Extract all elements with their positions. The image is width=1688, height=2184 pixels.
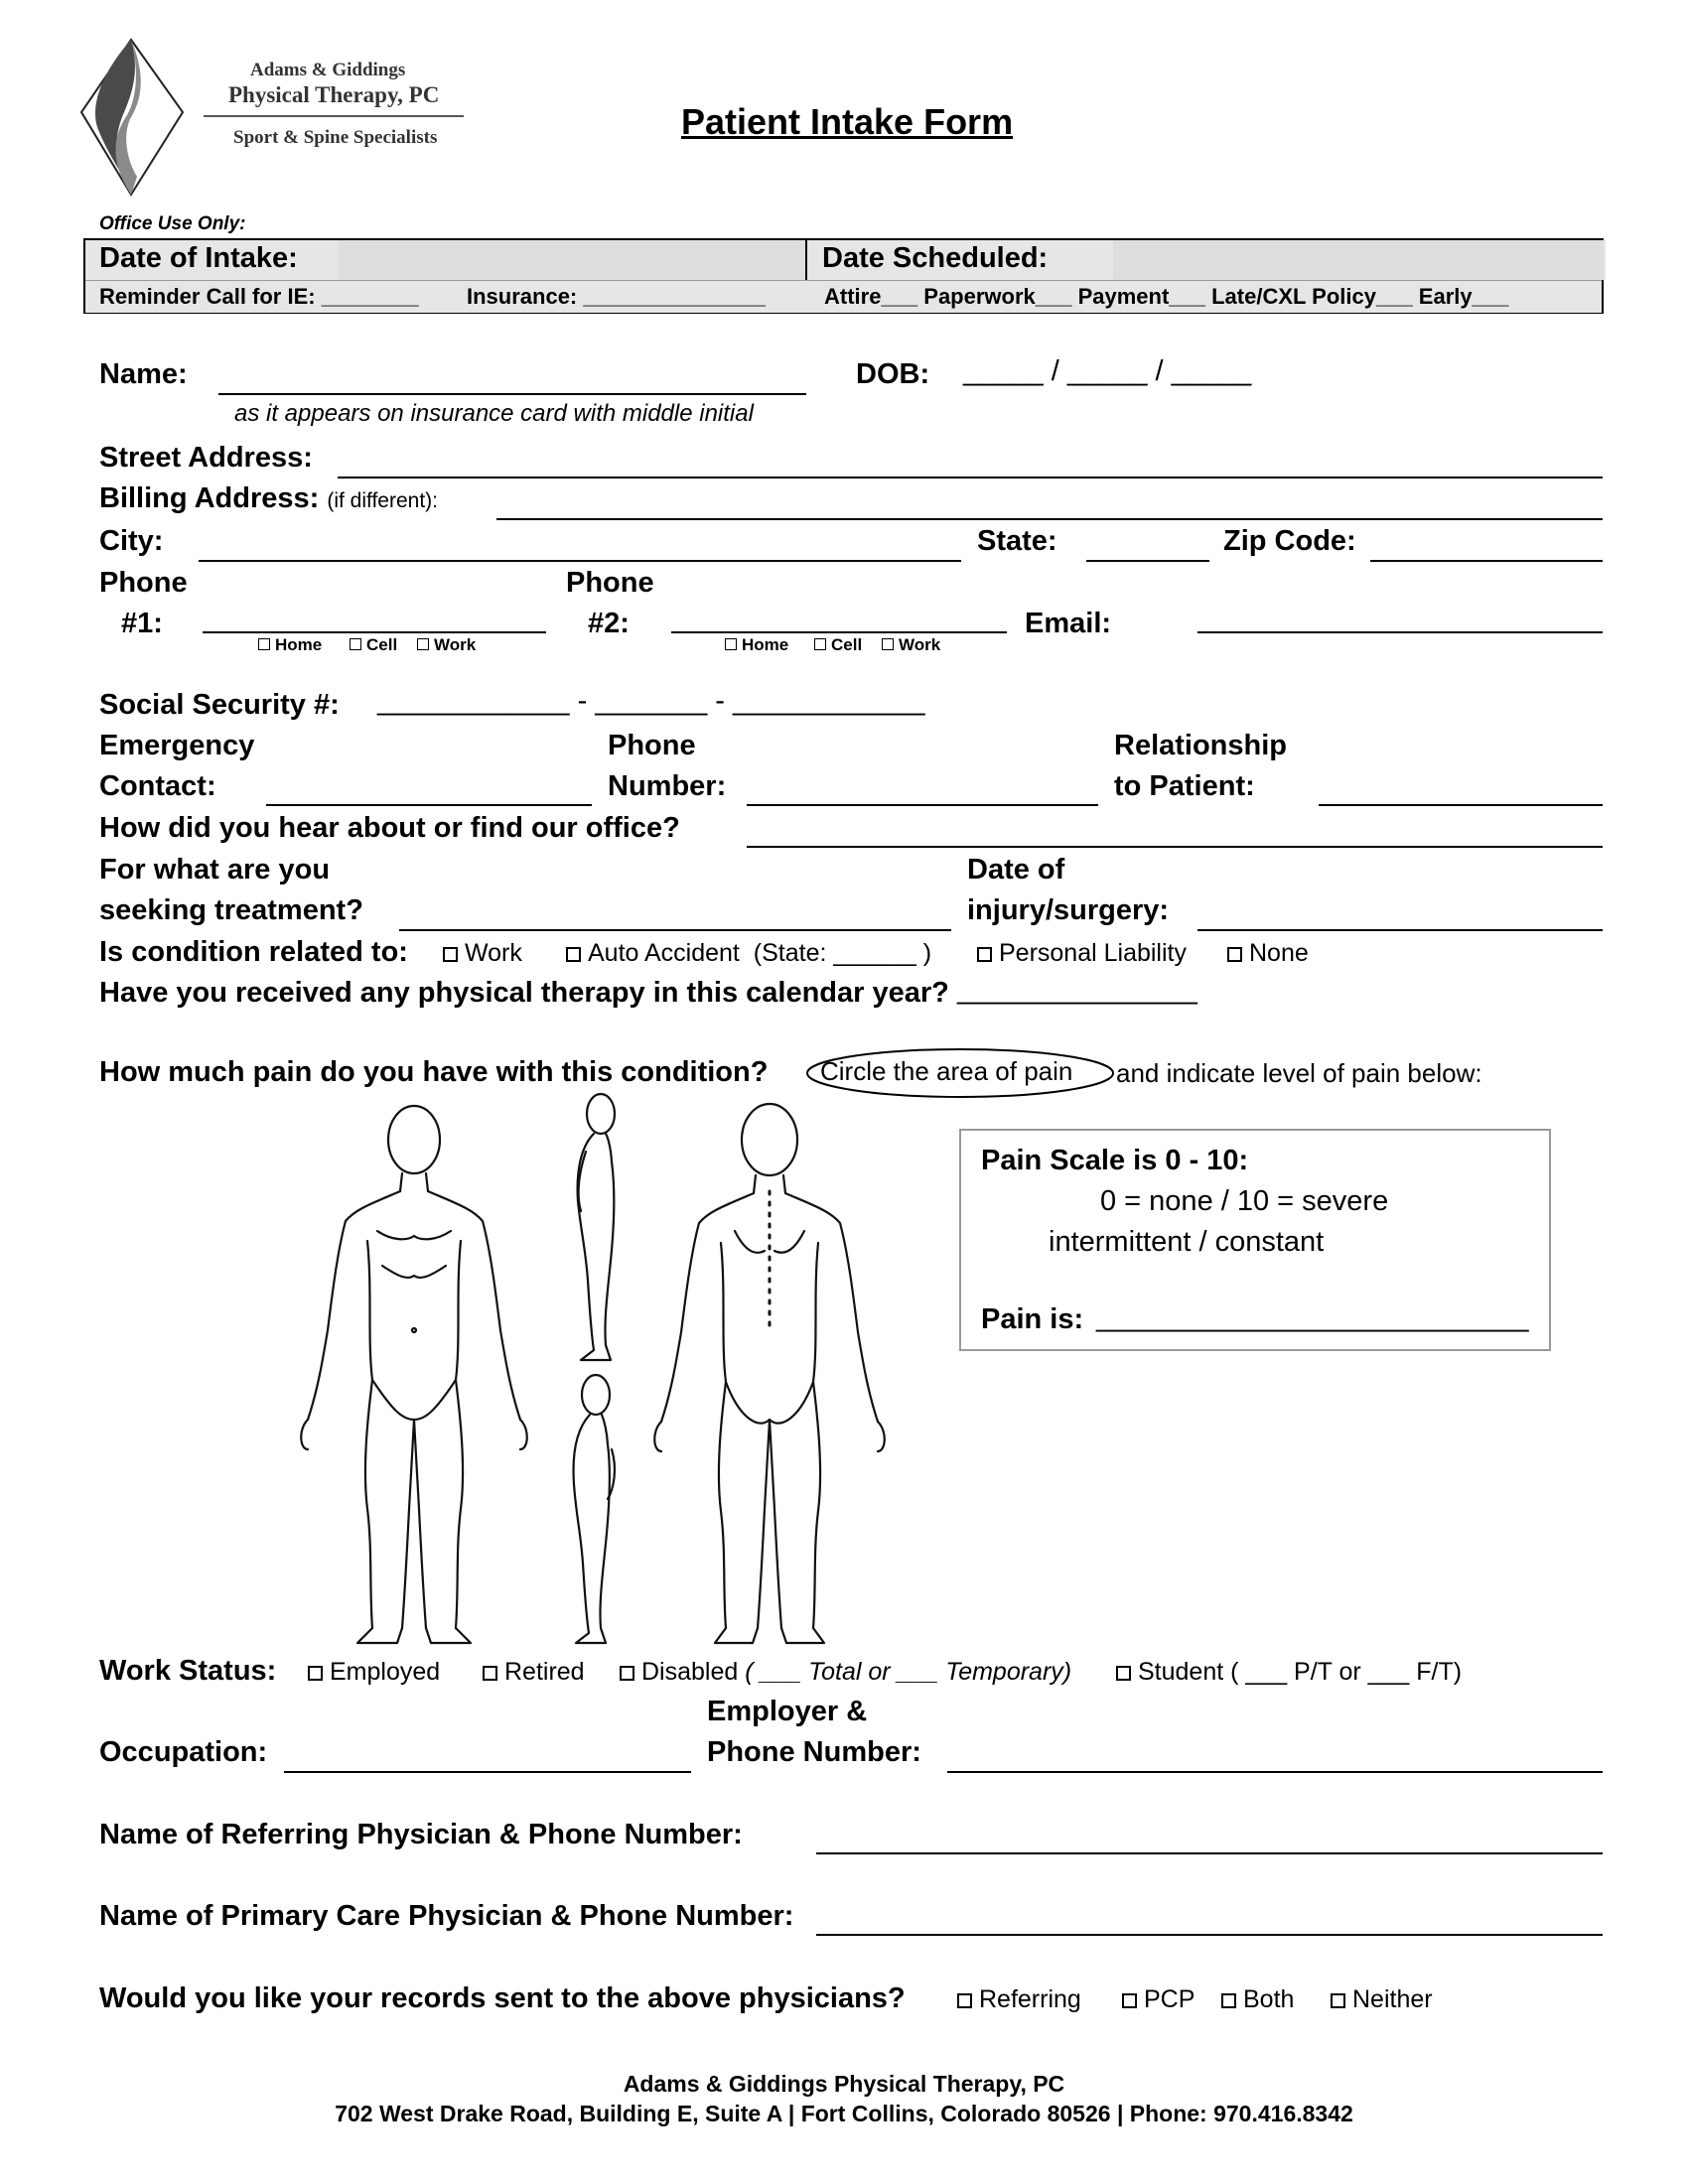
office-use-caption: Office Use Only: <box>99 213 246 234</box>
name-label: Name: <box>99 358 188 390</box>
seeking-treatment-field[interactable] <box>399 929 951 931</box>
phone-1-label-top: Phone <box>99 567 188 599</box>
phone-2-field[interactable] <box>671 631 1007 633</box>
employer-label-top: Employer & <box>707 1696 868 1727</box>
zip-code-label: Zip Code: <box>1223 525 1356 557</box>
relationship-label-bottom: to Patient: <box>1114 770 1255 802</box>
work-status-employed[interactable] <box>308 1658 440 1687</box>
records-both-option[interactable] <box>1221 1985 1294 2014</box>
footer-address: 702 West Drake Road, Building E, Suite A | Fort Collins, Colorado 80526 | Phone: 970.416.8342 <box>335 2101 1353 2126</box>
pain-is-field[interactable]: ___________________________ <box>1096 1301 1529 1333</box>
billing-address-field[interactable] <box>496 518 1603 520</box>
circle-area-instruction <box>804 1046 1114 1098</box>
related-none-option-label: None <box>1249 939 1309 967</box>
work-status-employed-label: Employed <box>330 1658 441 1686</box>
records-referring-option[interactable] <box>957 1985 1081 2014</box>
phone-2-label-bottom: #2: <box>588 608 630 639</box>
phone-1-type-work[interactable] <box>417 635 476 655</box>
checkbox-icon <box>725 638 737 650</box>
checkbox-icon <box>957 1993 972 2008</box>
checkbox-icon <box>1221 1993 1236 2008</box>
primary-care-physician-label: Name of Primary Care Physician & Phone Number: <box>99 1900 794 1932</box>
body-diagram-icon <box>278 1092 914 1648</box>
side-body-figure-lower <box>574 1375 615 1643</box>
street-address-field[interactable] <box>338 477 1603 478</box>
dob-field[interactable]: _____ / _____ / _____ <box>963 355 1252 387</box>
related-auto-accident-option-label: Auto Accident (State: ______ ) <box>588 939 932 967</box>
records-pcp-option[interactable] <box>1122 1985 1195 2014</box>
checkbox-icon <box>882 638 894 650</box>
relationship-field[interactable] <box>1319 804 1603 806</box>
checkbox-icon <box>258 638 270 650</box>
logo-line-3: Sport & Spine Specialists <box>233 127 438 148</box>
checkbox-icon <box>1122 1993 1137 2008</box>
records-both-option-label: Both <box>1243 1985 1295 2013</box>
logo-divider <box>204 115 464 117</box>
work-status-student-label: Student ( ___ P/T or ___ F/T) <box>1138 1658 1463 1686</box>
pain-scale-range: 0 = none / 10 = severe <box>1100 1185 1389 1217</box>
name-field[interactable] <box>218 393 806 395</box>
pain-question: How much pain do you have with this condition? <box>99 1056 769 1088</box>
referring-physician-field[interactable] <box>816 1852 1603 1854</box>
work-status-disabled[interactable] <box>620 1658 1071 1687</box>
phone-1-type-home-label: Home <box>275 635 323 654</box>
name-hint: as it appears on insurance card with middle initial <box>234 400 754 427</box>
checkbox-icon <box>1116 1666 1131 1681</box>
checkbox-icon <box>483 1666 497 1681</box>
emergency-phone-label-bottom: Number: <box>608 770 727 802</box>
side-body-figure-upper <box>578 1094 615 1360</box>
footer-practice-name: Adams & Giddings Physical Therapy, PC <box>623 2071 1065 2097</box>
pain-scale-type: intermittent / constant <box>1049 1226 1325 1258</box>
street-address-label: Street Address: <box>99 442 313 474</box>
state-label: State: <box>977 525 1057 557</box>
related-personal-liability-option-label: Personal Liability <box>999 939 1187 967</box>
phone-2-type-home[interactable] <box>725 635 788 655</box>
work-status-retired[interactable] <box>483 1658 585 1687</box>
dob-label: DOB: <box>856 358 930 390</box>
emergency-contact-label-top: Emergency <box>99 730 255 761</box>
prior-pt-question: Have you received any physical therapy in this calendar year? <box>99 977 949 1009</box>
checkbox-icon <box>417 638 429 650</box>
office-checklist[interactable]: Attire___ Paperwork___ Payment___ Late/CXL Policy___ Early___ <box>824 284 1509 309</box>
reminder-call-field[interactable]: Reminder Call for IE: ________ <box>99 284 419 309</box>
checkbox-icon <box>443 947 458 962</box>
city-label: City: <box>99 525 164 557</box>
pain-is-label: Pain is: <box>981 1303 1084 1335</box>
practice-logo <box>79 38 477 197</box>
seeking-treatment-label-top: For what are you <box>99 854 331 886</box>
phone-1-type-work-label: Work <box>434 635 477 654</box>
referral-source-field[interactable] <box>747 846 1603 848</box>
logo-diamond-icon <box>79 38 189 197</box>
emergency-phone-label-top: Phone <box>608 730 696 761</box>
injury-date-label-bottom: injury/surgery: <box>967 894 1170 926</box>
insurance-field[interactable]: Insurance: _______________ <box>467 284 766 309</box>
checkbox-icon <box>1227 947 1242 962</box>
checkbox-icon <box>814 638 826 650</box>
pain-scale-box <box>959 1129 1551 1351</box>
seeking-treatment-label-bottom: seeking treatment? <box>99 894 363 926</box>
date-scheduled-label: Date Scheduled: <box>822 242 1049 274</box>
billing-address-label-text: Billing Address: <box>99 482 320 514</box>
zip-code-field[interactable] <box>1370 560 1603 562</box>
related-none-option[interactable] <box>1227 939 1309 968</box>
checkbox-icon <box>566 947 581 962</box>
phone-2-type-cell[interactable] <box>814 635 862 655</box>
intake-date-input-area[interactable] <box>339 240 805 280</box>
employer-label-bottom: Phone Number: <box>707 1736 921 1768</box>
records-referring-option-label: Referring <box>979 1985 1081 2013</box>
employer-field[interactable] <box>947 1771 1603 1773</box>
occupation-label: Occupation: <box>99 1736 268 1768</box>
phone-2-label-top: Phone <box>566 567 654 599</box>
phone-2-type-home-label: Home <box>742 635 789 654</box>
emergency-phone-field[interactable] <box>747 804 1098 806</box>
related-personal-liability-option[interactable] <box>977 939 1187 968</box>
emergency-contact-label-bottom: Contact: <box>99 770 216 802</box>
city-field[interactable] <box>199 560 961 562</box>
logo-line-2: Physical Therapy, PC <box>228 82 440 107</box>
state-field[interactable] <box>1086 560 1209 562</box>
checkbox-icon <box>308 1666 323 1681</box>
disabled-detail: ( ___ Total or ___ Temporary) <box>745 1658 1072 1686</box>
related-auto-accident-option[interactable] <box>566 939 931 968</box>
condition-related-label: Is condition related to: <box>99 936 408 968</box>
work-status-student[interactable] <box>1116 1658 1462 1687</box>
primary-care-physician-field[interactable] <box>816 1934 1603 1936</box>
work-status-disabled-label: Disabled <box>641 1658 739 1686</box>
circle-area-text: Circle the area of pain <box>820 1056 1073 1086</box>
phone-2-type-work[interactable] <box>882 635 940 655</box>
checkbox-icon <box>977 947 992 962</box>
records-question: Would you like your records sent to the above physicians? <box>99 1982 906 2014</box>
logo-line-1: Adams & Giddings <box>250 60 406 80</box>
records-pcp-option-label: PCP <box>1144 1985 1196 2013</box>
date-of-intake-label: Date of Intake: <box>99 242 298 274</box>
back-body-figure <box>654 1104 885 1643</box>
records-neither-option[interactable] <box>1331 1985 1433 2014</box>
checkbox-icon <box>1331 1993 1345 2008</box>
phone-1-type-cell[interactable] <box>350 635 397 655</box>
related-work-option[interactable] <box>443 939 522 968</box>
page-title: Patient Intake Form <box>681 101 1014 142</box>
email-label: Email: <box>1025 608 1112 639</box>
referring-physician-label: Name of Referring Physician & Phone Number: <box>99 1819 743 1850</box>
front-body-figure <box>301 1106 527 1643</box>
relationship-label-top: Relationship <box>1114 730 1288 761</box>
related-work-option-label: Work <box>465 939 522 967</box>
injury-date-field[interactable] <box>1197 929 1603 931</box>
ssn-field[interactable]: ____________ - _______ - ____________ <box>377 685 925 717</box>
pain-instruction-rest: and indicate level of pain below: <box>1116 1058 1482 1088</box>
prior-pt-field[interactable]: _______________ <box>957 974 1197 1006</box>
records-neither-option-label: Neither <box>1352 1985 1433 2013</box>
work-status-label: Work Status: <box>99 1655 277 1687</box>
email-field[interactable] <box>1197 631 1603 633</box>
phone-1-field[interactable] <box>203 631 546 633</box>
referral-source-label: How did you hear about or find our office? <box>99 812 680 844</box>
pain-scale-title: Pain Scale is 0 - 10: <box>981 1145 1249 1176</box>
phone-1-label-bottom: #1: <box>121 608 163 639</box>
body-chart[interactable] <box>278 1092 914 1648</box>
billing-address-hint: (if different): <box>327 489 438 512</box>
checkbox-icon <box>620 1666 634 1681</box>
phone-2-type-cell-label: Cell <box>831 635 863 654</box>
ssn-label: Social Security #: <box>99 689 340 721</box>
billing-address-label <box>99 481 438 516</box>
occupation-field[interactable] <box>284 1771 691 1773</box>
phone-2-type-work-label: Work <box>899 635 941 654</box>
emergency-contact-field[interactable] <box>266 804 592 806</box>
phone-1-type-home[interactable] <box>258 635 322 655</box>
checkbox-icon <box>350 638 361 650</box>
footer <box>0 2069 1688 2128</box>
work-status-retired-label: Retired <box>504 1658 585 1686</box>
injury-date-label-top: Date of <box>967 854 1065 886</box>
phone-1-type-cell-label: Cell <box>366 635 398 654</box>
office-use-box <box>83 238 1604 314</box>
scheduled-date-input-area[interactable] <box>1113 240 1604 280</box>
